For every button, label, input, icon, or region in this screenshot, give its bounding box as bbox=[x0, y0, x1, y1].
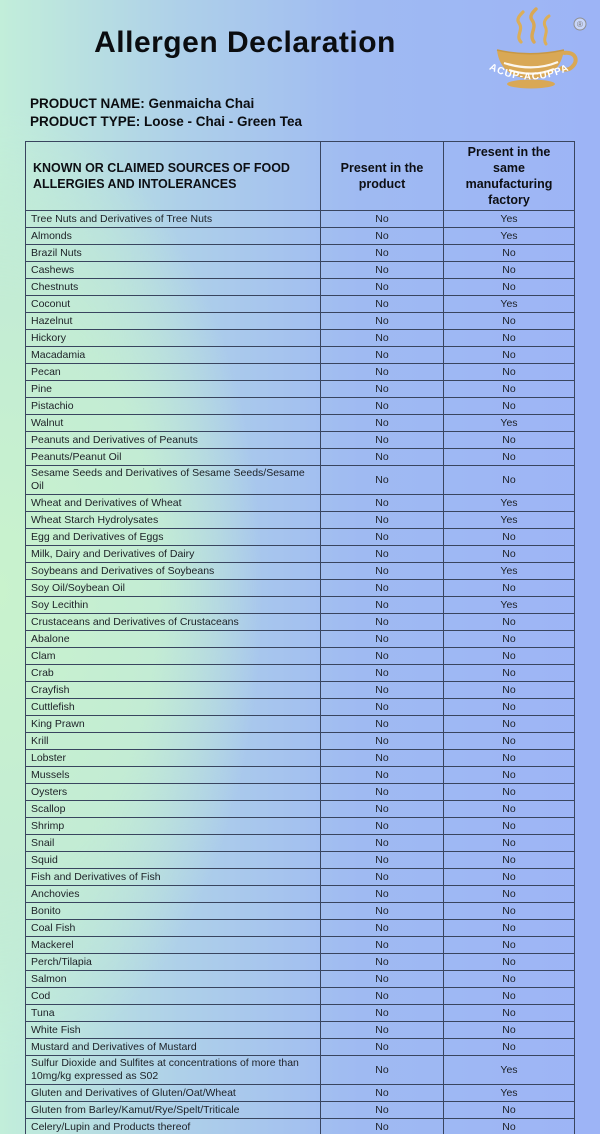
present-factory-cell: No bbox=[444, 988, 575, 1005]
present-factory-cell: No bbox=[444, 869, 575, 886]
table-row bbox=[26, 920, 575, 937]
present-factory-cell: No bbox=[444, 682, 575, 699]
present-factory-cell: No bbox=[444, 784, 575, 801]
present-product-cell: No bbox=[321, 512, 444, 529]
table-row bbox=[26, 733, 575, 750]
table-row bbox=[26, 495, 575, 512]
present-factory-cell: No bbox=[444, 886, 575, 903]
allergen-cell: Crayfish bbox=[26, 682, 321, 699]
present-factory-cell: Yes bbox=[444, 211, 575, 228]
present-product-cell: No bbox=[321, 733, 444, 750]
present-factory-cell: Yes bbox=[444, 563, 575, 580]
allergen-cell: Snail bbox=[26, 835, 321, 852]
allergen-cell: Mackerel bbox=[26, 937, 321, 954]
present-product-cell: No bbox=[321, 648, 444, 665]
present-factory-cell: Yes bbox=[444, 415, 575, 432]
allergen-cell: White Fish bbox=[26, 1022, 321, 1039]
allergen-cell: Peanuts/Peanut Oil bbox=[26, 449, 321, 466]
table-row bbox=[26, 415, 575, 432]
allergen-cell: Soy Oil/Soybean Oil bbox=[26, 580, 321, 597]
present-product-cell: No bbox=[321, 682, 444, 699]
present-product-cell: No bbox=[321, 631, 444, 648]
allergen-cell: Scallop bbox=[26, 801, 321, 818]
allergen-cell: Shrimp bbox=[26, 818, 321, 835]
present-factory-cell: No bbox=[444, 279, 575, 296]
present-product-cell: No bbox=[321, 971, 444, 988]
allergen-cell: Egg and Derivatives of Eggs bbox=[26, 529, 321, 546]
present-factory-cell: No bbox=[444, 262, 575, 279]
present-product-cell: No bbox=[321, 546, 444, 563]
table-row bbox=[26, 580, 575, 597]
present-factory-cell: No bbox=[444, 818, 575, 835]
table-row bbox=[26, 818, 575, 835]
present-product-cell: No bbox=[321, 614, 444, 631]
allergen-cell: Salmon bbox=[26, 971, 321, 988]
present-product-cell: No bbox=[321, 1039, 444, 1056]
present-factory-cell: No bbox=[444, 546, 575, 563]
present-factory-cell: No bbox=[444, 835, 575, 852]
table-row bbox=[26, 245, 575, 262]
header-present-in-factory: Present in the same manufacturing factory bbox=[444, 142, 575, 211]
table-row bbox=[26, 903, 575, 920]
present-product-cell: No bbox=[321, 1056, 444, 1085]
table-row bbox=[26, 449, 575, 466]
present-factory-cell: No bbox=[444, 733, 575, 750]
allergen-cell: Krill bbox=[26, 733, 321, 750]
present-product-cell: No bbox=[321, 1119, 444, 1134]
product-name-value: Genmaicha Chai bbox=[148, 96, 255, 111]
allergen-cell: Pecan bbox=[26, 364, 321, 381]
present-product-cell: No bbox=[321, 211, 444, 228]
present-product-cell: No bbox=[321, 364, 444, 381]
present-product-cell: No bbox=[321, 415, 444, 432]
table-row bbox=[26, 313, 575, 330]
present-factory-cell: Yes bbox=[444, 495, 575, 512]
allergen-cell: Wheat Starch Hydrolysates bbox=[26, 512, 321, 529]
table-row bbox=[26, 512, 575, 529]
allergen-cell: Crustaceans and Derivatives of Crustaceans bbox=[26, 614, 321, 631]
allergen-cell: Cod bbox=[26, 988, 321, 1005]
present-factory-cell: No bbox=[444, 852, 575, 869]
present-factory-cell: No bbox=[444, 245, 575, 262]
allergen-cell: Coconut bbox=[26, 296, 321, 313]
allergen-cell: Walnut bbox=[26, 415, 321, 432]
present-factory-cell: No bbox=[444, 1119, 575, 1134]
table-row bbox=[26, 852, 575, 869]
table-row bbox=[26, 1005, 575, 1022]
present-product-cell: No bbox=[321, 954, 444, 971]
allergen-cell: King Prawn bbox=[26, 716, 321, 733]
allergen-cell: Macadamia bbox=[26, 347, 321, 364]
allergen-cell: Clam bbox=[26, 648, 321, 665]
table-row bbox=[26, 398, 575, 415]
present-factory-cell: No bbox=[444, 614, 575, 631]
present-factory-cell: No bbox=[444, 364, 575, 381]
table-row bbox=[26, 767, 575, 784]
allergen-cell: Soy Lecithin bbox=[26, 597, 321, 614]
present-factory-cell: No bbox=[444, 398, 575, 415]
present-factory-cell: No bbox=[444, 954, 575, 971]
present-factory-cell: Yes bbox=[444, 228, 575, 245]
present-factory-cell: No bbox=[444, 665, 575, 682]
present-product-cell: No bbox=[321, 398, 444, 415]
table-row bbox=[26, 563, 575, 580]
product-type-label: PRODUCT TYPE: bbox=[30, 114, 141, 129]
present-factory-cell: No bbox=[444, 767, 575, 784]
allergen-cell: Cashews bbox=[26, 262, 321, 279]
allergen-cell: Mustard and Derivatives of Mustard bbox=[26, 1039, 321, 1056]
allergen-cell: Almonds bbox=[26, 228, 321, 245]
present-product-cell: No bbox=[321, 903, 444, 920]
present-product-cell: No bbox=[321, 597, 444, 614]
table-row bbox=[26, 648, 575, 665]
present-factory-cell: No bbox=[444, 801, 575, 818]
allergen-cell: Squid bbox=[26, 852, 321, 869]
present-product-cell: No bbox=[321, 699, 444, 716]
present-factory-cell: No bbox=[444, 971, 575, 988]
allergen-table-header bbox=[26, 142, 575, 211]
present-factory-cell: No bbox=[444, 716, 575, 733]
brand-text: ACUP-ACUPPA bbox=[487, 61, 572, 83]
present-factory-cell: No bbox=[444, 466, 575, 495]
table-row bbox=[26, 211, 575, 228]
table-row bbox=[26, 614, 575, 631]
table-row bbox=[26, 546, 575, 563]
table-row bbox=[26, 784, 575, 801]
present-factory-cell: No bbox=[444, 1102, 575, 1119]
allergen-cell: Sesame Seeds and Derivatives of Sesame Seeds/Sesame Oil bbox=[26, 466, 321, 495]
present-factory-cell: No bbox=[444, 580, 575, 597]
allergen-table bbox=[25, 141, 575, 1134]
table-row bbox=[26, 1119, 575, 1134]
table-row bbox=[26, 665, 575, 682]
present-factory-cell: No bbox=[444, 529, 575, 546]
allergen-cell: Coal Fish bbox=[26, 920, 321, 937]
present-factory-cell: No bbox=[444, 313, 575, 330]
present-factory-cell: No bbox=[444, 699, 575, 716]
present-product-cell: No bbox=[321, 279, 444, 296]
present-product-cell: No bbox=[321, 262, 444, 279]
table-row bbox=[26, 330, 575, 347]
allergen-cell: Oysters bbox=[26, 784, 321, 801]
header-allergen-sources: KNOWN OR CLAIMED SOURCES OF FOOD ALLERGIES AND INTOLERANCES bbox=[26, 142, 321, 211]
present-product-cell: No bbox=[321, 784, 444, 801]
table-row bbox=[26, 1085, 575, 1102]
present-factory-cell: No bbox=[444, 1005, 575, 1022]
table-row bbox=[26, 835, 575, 852]
allergen-cell: Pistachio bbox=[26, 398, 321, 415]
present-product-cell: No bbox=[321, 245, 444, 262]
present-factory-cell: No bbox=[444, 347, 575, 364]
table-row bbox=[26, 296, 575, 313]
table-row bbox=[26, 1056, 575, 1085]
present-factory-cell: No bbox=[444, 903, 575, 920]
present-product-cell: No bbox=[321, 495, 444, 512]
allergen-cell: Wheat and Derivatives of Wheat bbox=[26, 495, 321, 512]
present-factory-cell: No bbox=[444, 1039, 575, 1056]
present-product-cell: No bbox=[321, 869, 444, 886]
allergen-cell: Gluten and Derivatives of Gluten/Oat/Wheat bbox=[26, 1085, 321, 1102]
allergen-cell: Soybeans and Derivatives of Soybeans bbox=[26, 563, 321, 580]
present-factory-cell: No bbox=[444, 750, 575, 767]
present-product-cell: No bbox=[321, 580, 444, 597]
present-factory-cell: Yes bbox=[444, 512, 575, 529]
brand-logo bbox=[478, 6, 590, 102]
present-product-cell: No bbox=[321, 920, 444, 937]
table-row bbox=[26, 466, 575, 495]
table-row bbox=[26, 716, 575, 733]
table-row bbox=[26, 886, 575, 903]
allergen-cell: Peanuts and Derivatives of Peanuts bbox=[26, 432, 321, 449]
table-row bbox=[26, 750, 575, 767]
table-row bbox=[26, 954, 575, 971]
product-type-line bbox=[30, 113, 302, 131]
allergen-cell: Abalone bbox=[26, 631, 321, 648]
present-product-cell: No bbox=[321, 852, 444, 869]
table-row bbox=[26, 1102, 575, 1119]
allergen-cell: Chestnuts bbox=[26, 279, 321, 296]
product-name-label: PRODUCT NAME: bbox=[30, 96, 145, 111]
present-product-cell: No bbox=[321, 330, 444, 347]
present-factory-cell: No bbox=[444, 330, 575, 347]
present-product-cell: No bbox=[321, 767, 444, 784]
table-row bbox=[26, 1039, 575, 1056]
page-title: Allergen Declaration bbox=[94, 26, 396, 59]
allergen-cell: Brazil Nuts bbox=[26, 245, 321, 262]
present-product-cell: No bbox=[321, 296, 444, 313]
table-row bbox=[26, 971, 575, 988]
present-factory-cell: No bbox=[444, 920, 575, 937]
present-factory-cell: No bbox=[444, 1022, 575, 1039]
present-product-cell: No bbox=[321, 988, 444, 1005]
table-row bbox=[26, 529, 575, 546]
table-row bbox=[26, 228, 575, 245]
table-row bbox=[26, 631, 575, 648]
present-factory-cell: Yes bbox=[444, 296, 575, 313]
allergen-cell: Cuttlefish bbox=[26, 699, 321, 716]
teacup-logo-icon bbox=[478, 6, 590, 102]
table-row bbox=[26, 988, 575, 1005]
allergen-cell: Hickory bbox=[26, 330, 321, 347]
allergen-cell: Pine bbox=[26, 381, 321, 398]
table-row bbox=[26, 432, 575, 449]
allergen-cell: Lobster bbox=[26, 750, 321, 767]
present-factory-cell: No bbox=[444, 631, 575, 648]
present-factory-cell: No bbox=[444, 432, 575, 449]
allergen-table-body bbox=[26, 211, 575, 1134]
present-factory-cell: No bbox=[444, 937, 575, 954]
present-product-cell: No bbox=[321, 818, 444, 835]
allergen-cell: Sulfur Dioxide and Sulfites at concentrations of more than 10mg/kg expressed as S02 bbox=[26, 1056, 321, 1085]
present-factory-cell: No bbox=[444, 648, 575, 665]
present-product-cell: No bbox=[321, 313, 444, 330]
product-type-value: Loose - Chai - Green Tea bbox=[144, 114, 303, 129]
present-product-cell: No bbox=[321, 381, 444, 398]
table-row bbox=[26, 597, 575, 614]
allergen-cell: Tree Nuts and Derivatives of Tree Nuts bbox=[26, 211, 321, 228]
table-row bbox=[26, 869, 575, 886]
present-factory-cell: Yes bbox=[444, 597, 575, 614]
table-row bbox=[26, 1022, 575, 1039]
present-factory-cell: No bbox=[444, 381, 575, 398]
table-row bbox=[26, 262, 575, 279]
allergen-cell: Hazelnut bbox=[26, 313, 321, 330]
present-product-cell: No bbox=[321, 1102, 444, 1119]
header-present-in-product: Present in the product bbox=[321, 142, 444, 211]
present-product-cell: No bbox=[321, 432, 444, 449]
allergen-cell: Tuna bbox=[26, 1005, 321, 1022]
present-product-cell: No bbox=[321, 801, 444, 818]
product-info bbox=[30, 95, 302, 131]
present-product-cell: No bbox=[321, 466, 444, 495]
table-row bbox=[26, 381, 575, 398]
table-row bbox=[26, 279, 575, 296]
allergen-cell: Celery/Lupin and Products thereof bbox=[26, 1119, 321, 1134]
present-product-cell: No bbox=[321, 563, 444, 580]
allergen-cell: Crab bbox=[26, 665, 321, 682]
present-product-cell: No bbox=[321, 228, 444, 245]
present-product-cell: No bbox=[321, 1022, 444, 1039]
table-row bbox=[26, 801, 575, 818]
present-factory-cell: Yes bbox=[444, 1085, 575, 1102]
present-factory-cell: No bbox=[444, 449, 575, 466]
present-product-cell: No bbox=[321, 347, 444, 364]
product-name-line bbox=[30, 95, 302, 113]
allergen-cell: Bonito bbox=[26, 903, 321, 920]
present-product-cell: No bbox=[321, 937, 444, 954]
allergen-cell: Gluten from Barley/Kamut/Rye/Spelt/Triticale bbox=[26, 1102, 321, 1119]
table-row bbox=[26, 682, 575, 699]
table-row bbox=[26, 347, 575, 364]
allergen-cell: Perch/Tilapia bbox=[26, 954, 321, 971]
table-row bbox=[26, 699, 575, 716]
table-row bbox=[26, 937, 575, 954]
allergen-cell: Fish and Derivatives of Fish bbox=[26, 869, 321, 886]
present-factory-cell: Yes bbox=[444, 1056, 575, 1085]
allergen-cell: Mussels bbox=[26, 767, 321, 784]
present-product-cell: No bbox=[321, 886, 444, 903]
svg-text:®: ® bbox=[577, 20, 583, 29]
table-row bbox=[26, 364, 575, 381]
present-product-cell: No bbox=[321, 716, 444, 733]
present-product-cell: No bbox=[321, 1005, 444, 1022]
allergen-cell: Anchovies bbox=[26, 886, 321, 903]
present-product-cell: No bbox=[321, 835, 444, 852]
present-product-cell: No bbox=[321, 449, 444, 466]
present-product-cell: No bbox=[321, 750, 444, 767]
present-product-cell: No bbox=[321, 665, 444, 682]
present-product-cell: No bbox=[321, 1085, 444, 1102]
allergen-cell: Milk, Dairy and Derivatives of Dairy bbox=[26, 546, 321, 563]
present-product-cell: No bbox=[321, 529, 444, 546]
